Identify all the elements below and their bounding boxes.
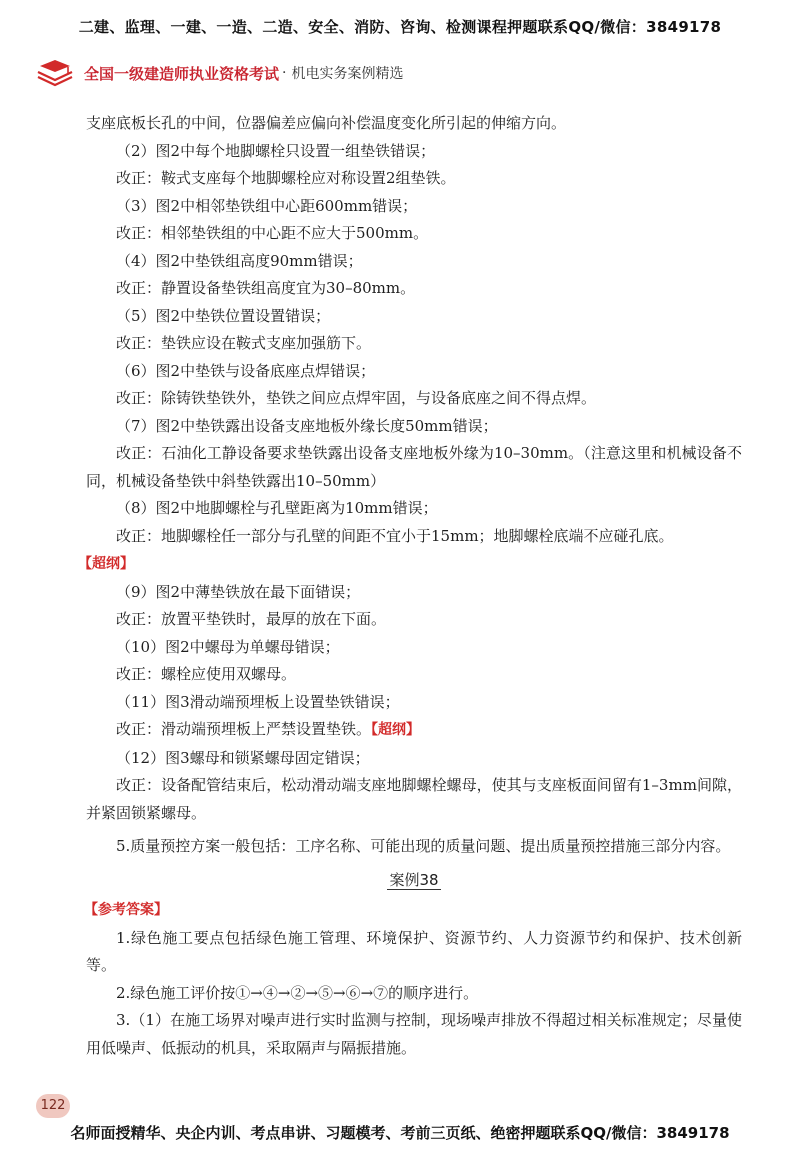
paragraph: 改正：设备配管结束后，松动滑动端支座地脚螺栓螺母，使其与支座板面间留有1–3mm间隙，并紧固锁紧螺母。 [86, 776, 742, 822]
bottom-promo-banner: 名师面授精华、央企内训、考点串讲、习题模考、考前三页纸、绝密押题联系QQ/微信：3849178 [70, 1124, 730, 1142]
page-header [34, 54, 774, 92]
book-title: 全国一级建造师执业资格考试 [84, 64, 280, 83]
paragraph: （8）图2中地脚螺栓与孔壁距离为10mm错误； [116, 499, 438, 517]
paragraph: 改正：放置平垫铁时，最厚的放在下面。 [116, 610, 387, 628]
case-heading-text: 案例38 [389, 870, 439, 889]
paragraph: 1.绿色施工要点包括绿色施工管理、环境保护、资源节约、人力资源节约和保护、技术创新等。 [86, 928, 742, 974]
paragraph: （5）图2中垫铁位置设置错误； [116, 306, 331, 325]
paragraph-text: 改正：滑动端预埋板上严禁设置垫铁。 [116, 720, 372, 738]
out-of-syllabus-tag-line [78, 550, 742, 579]
paragraph: 改正：静置设备垫铁组高度宜为30–80mm。 [116, 279, 416, 297]
paragraph: 改正：相邻垫铁组的中心距不应大于500mm。 [116, 224, 429, 242]
paragraph: 改正：除铸铁垫铁外，垫铁之间应点焊牢固，与设备底座之间不得点焊。 [116, 389, 597, 407]
answer-tag-line [84, 896, 742, 925]
paragraph: （6）图2中垫铁与设备底座点焊错误； [116, 361, 376, 380]
paragraph: 改正：螺栓应使用双螺母。 [116, 665, 297, 683]
paragraph: 改正：垫铁应设在鞍式支座加强筋下。 [116, 334, 372, 352]
top-promo-banner: 二建、监理、一建、一造、二造、安全、消防、咨询、检测课程押题联系QQ/微信：3849178 [78, 18, 722, 36]
title-separator: · [282, 65, 287, 81]
book-subtitle: 机电实务案例精选 [291, 66, 404, 82]
out-of-syllabus-tag: 【超纲】 [78, 556, 134, 572]
page-body [78, 110, 742, 1062]
paragraph: （2）图2中每个地脚螺栓只设置一组垫铁错误； [116, 141, 436, 160]
paragraph: 支座底板长孔的中间，位器偏差应偏向补偿温度变化所引起的伸缩方向。 [86, 114, 567, 132]
paragraph: 3.（1）在施工场界对噪声进行实时监测与控制，现场噪声排放不得超过相关标准规定；尽量使用低噪声、低振动的机具，采取隔声与隔振措施。 [86, 1011, 742, 1057]
out-of-syllabus-tag: 【超纲】 [371, 722, 421, 738]
paragraph: （7）图2中垫铁露出设备支座地板外缘长度50mm错误； [116, 416, 498, 435]
paragraph: 2.绿色施工评价按①→④→②→⑤→⑥→⑦的顺序进行。 [116, 983, 479, 1002]
paragraph: 改正：石油化工静设备要求垫铁露出设备支座地板外缘为10–30mm。（注意这里和机械设备不同，机械设备垫铁中斜垫铁露出10–50mm） [86, 444, 742, 490]
paragraph: 改正：鞍式支座每个地脚螺栓应对称设置2组垫铁。 [116, 169, 456, 187]
paragraph: 5.质量预控方案一般包括：工序名称、可能出现的质量问题、提出质量预控措施三部分内容。 [116, 837, 731, 855]
paragraph: （3）图2中相邻垫铁组中心距600mm错误； [116, 196, 418, 215]
paragraph-with-tag [86, 716, 742, 745]
paragraph: （11）图3滑动端预埋板上设置垫铁错误； [116, 692, 400, 711]
paragraph: （4）图2中垫铁组高度90mm错误； [116, 251, 363, 270]
paragraph: （10）图2中螺母为单螺母错误； [116, 637, 340, 656]
paragraph: （9）图2中薄垫铁放在最下面错误； [116, 582, 361, 601]
graduation-cap-book-icon [34, 58, 76, 88]
paragraph: 改正：地脚螺栓任一部分与孔壁的间距不宜小于15mm；地脚螺栓底端不应碰孔底。 [116, 526, 674, 545]
paragraph: （12）图3螺母和锁紧螺母固定错误； [116, 748, 370, 767]
reference-answer-tag: 【参考答案】 [84, 902, 168, 918]
page-number-badge: 122 [36, 1094, 70, 1118]
case-heading [86, 867, 742, 895]
